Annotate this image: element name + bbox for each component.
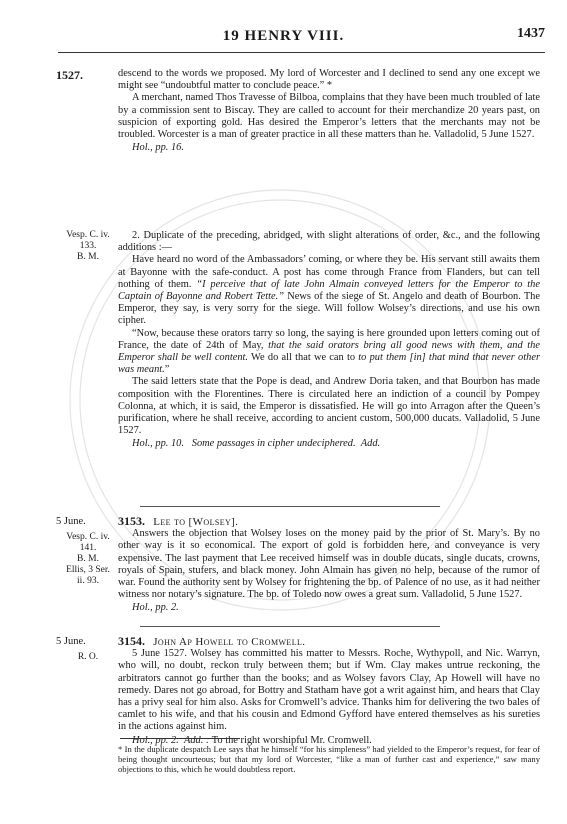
sidenote-line: ii. 93. <box>77 576 99 586</box>
entry-3154-heading <box>118 635 540 648</box>
text-run: “Now, because these orators tarry so long, the saying is here grounded upon letters coming out of France, the date of 24th of May, <box>118 327 540 351</box>
sidenote-line: Vesp. C. iv. <box>66 532 110 542</box>
sidenote-line: B. M. <box>77 252 99 262</box>
sidenote-line: Ellis, 3 Ser. <box>66 565 110 575</box>
section-divider <box>140 626 440 627</box>
sidenote-line: Vesp. C. iv. <box>66 230 110 240</box>
entry-3154 <box>118 635 540 747</box>
text-run: Have heard no word of the Ambassadors’ coming, or where they be. His servant still awaits them at Bayonne with the safe-conduct. A post has come through France from Flanders, but can tell nothing of them. <box>118 254 540 290</box>
entry-number: 3154. <box>118 634 145 648</box>
entry-3153-text: Answers the objection that Wolsey loses on the money paid by the prior of St. Mary’s. By no other way is it so economical. The export of gold is forbidden here, and conveyance is very expensive. The last payment that Lee received himself was in double ducats, single ducats, crowns, royals of Spain, stufers, and black money. John Almain has given no help, because of the rumor of war. Found the authority sent by Wolsey for frightening the bp. of Palence of no use, as it had neither witness nor notary’s signature. The bp. of Toledo now owes a great sum. Valladolid, 5 June 1527. <box>118 528 540 601</box>
section-divider <box>140 506 440 507</box>
sidenote-line: R. O. <box>77 652 99 662</box>
intro-ref: Hol., pp. 16. <box>132 142 184 154</box>
ref-address: To the right worshipful Mr. Cromwell. <box>209 734 372 746</box>
entry-3153-date: 5 June. <box>56 516 86 527</box>
ref-label: Hol., pp. 10. <box>132 438 184 450</box>
entry-title: Lee to [Wolsey]. <box>153 516 239 528</box>
entry-title: John Ap Howell to Cromwell. <box>153 636 306 648</box>
entry-3153-ref: Hol., pp. 2. <box>132 602 179 614</box>
entry-number: 3153. <box>118 514 145 528</box>
year-label: 1527. <box>56 68 83 82</box>
intro-block <box>118 68 540 154</box>
italic-quote: that the said orators bring all good news with them, and the Emperor shall be well content. <box>118 339 540 364</box>
footnote-rule <box>120 738 240 739</box>
running-title: 19 HENRY VIII. <box>222 28 345 44</box>
duplicate-para-4: The said letters state that the Pope is dead, and Andrew Doria taken, and that Bourbon has made composition with the Florentines. There is circulated here an indiction of a council by Pompey Colonna, at which, it is said, the Emperor is dissatisfied. He will go into Arragon after the Queen’s purification, where he shall receive, according to ancient custom, 500,000 ducats. Valladolid, 5 June 1527. <box>118 376 540 437</box>
entry-3153-heading <box>118 515 540 528</box>
ref-add: Add. : <box>183 734 210 746</box>
entry-3154-text: 5 June 1527. Wolsey has committed his matter to Messrs. Roche, Wythypoll, and Nic. Warryn, who will, no doubt, reckon truly between them; but if Wm. Clay makes untrue reckoning, the arbitrators cannot go further than the books; and as Wolsey favors Clay, Ap Howell will have no remedy. Dares not go abroad, for Bottry and Statham have got a writ against him, and hears that Clay has a privy seal for him also. Asks for Cromwell’s advice. Thanks him for delivering the two bales of camlet to his wife, and that his cousin and Edmond Gyfford have entered themselves as his sureties in the actions against him. <box>118 648 540 733</box>
duplicate-block <box>118 230 540 451</box>
duplicate-para-1: 2. Duplicate of the preceding, abridged, with slight alterations of order, &c., and the following additions :— <box>118 230 540 254</box>
sidenote-line: 133. <box>79 241 97 251</box>
duplicate-para-2 <box>118 254 540 327</box>
entry-3153 <box>118 515 540 615</box>
sidenote-line: 141. <box>79 543 97 553</box>
header-rule <box>58 52 545 53</box>
duplicate-ref <box>118 438 540 450</box>
entry-3153-sidenote <box>56 532 120 587</box>
ref-note: Some passages in cipher undeciphered. <box>191 438 356 450</box>
text-run: News of the siege of St. Angelo and death of Bourbon. The Emperor, they say, is very sorry for the siege. Will follow Wolsey’s directions, and use his own cipher. <box>118 291 540 327</box>
intro-para-1: descend to the words we proposed. My lord of Worcester and I declined to send any one except we might see “undoubtful matter to conclude peace.” * <box>118 68 540 92</box>
page-number: 1437 <box>517 26 545 41</box>
italic-quote: to put them [in] that mind that never other was meant. <box>118 352 540 376</box>
duplicate-para-3 <box>118 328 540 377</box>
footnote: * In the duplicate despatch Lee says that he himself “for his simpleness” had yielded to the Emperor’s request, for fear of being thought uncourteous; but that my lord of Worcester, “like a man of further cast and experience,” saw many objections to this, which he would doubtless report. <box>118 744 540 774</box>
intro-para-2: A merchant, named Thos Travesse of Bilboa, complains that they have been much troubled of late by a commission sent to Biscay. They are called to account for their merchandize 20 years past, on suspicion of exporting gold. Has desired the Emperor’s letters that the merchants may not be troubled. Worcester is a man of greater practice in all these matters than he. Valladolid, 5 June 1527. <box>118 92 540 141</box>
entry-3154-date: 5 June. <box>56 636 86 647</box>
ref-add: Add. <box>360 438 381 450</box>
text-run: We do all that we can to <box>248 352 359 364</box>
italic-quote: “I perceive that of late John Almain conveyed letters for the Emperor to the Captain of Bayonne and Robert Tette.” <box>118 278 540 303</box>
ref-label: Hol., pp. 2. <box>132 734 179 746</box>
text-run: ” <box>164 364 170 376</box>
sidenote-line: B. M. <box>77 554 99 564</box>
duplicate-sidenote <box>56 230 120 263</box>
entry-3154-sidenote <box>56 652 120 663</box>
